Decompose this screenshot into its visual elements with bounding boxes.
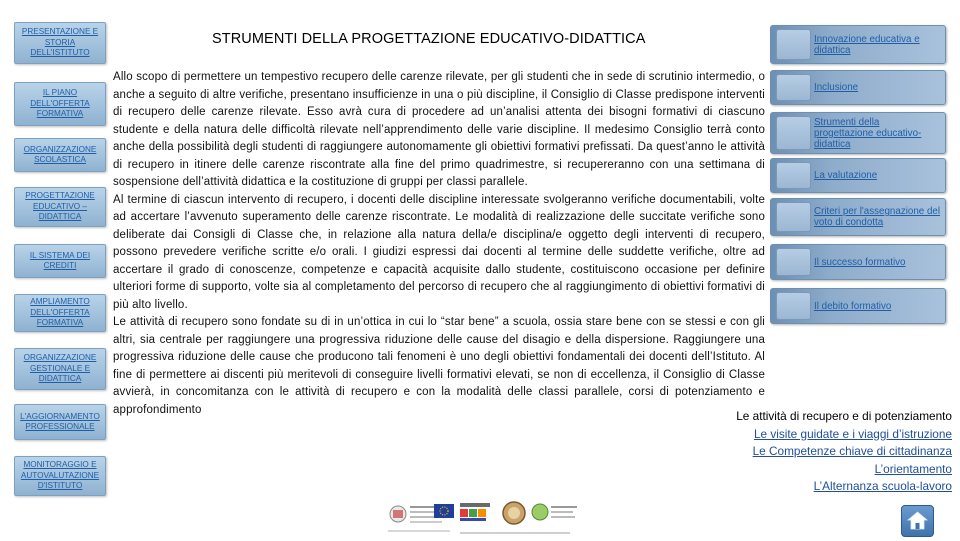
button-square-icon [776,292,811,320]
button-square-icon [776,74,811,101]
nav-organizzazione-gestionale[interactable]: ORGANIZZAZIONE GESTIONALE E DIDATTICA [14,348,106,390]
link-visite-guidate[interactable]: Le visite guidate e i viaggi d’istruzione [753,426,952,441]
nav-label: Strumenti della progettazione educativo-didattica [814,116,922,150]
institutional-logos [388,500,582,540]
green-badge-logo [532,504,577,520]
nav-criteri-voto-condotta[interactable] [770,198,946,236]
body-text [113,69,765,419]
nav-inclusione[interactable] [770,70,946,105]
link-competenze-chiave[interactable]: Le Competenze chiave di cittadinanza [752,444,952,458]
nav-monitoraggio-autovalutazione[interactable]: MONITORAGGIO E AUTOVALUTAZIONE D'ISTITUTO [14,456,106,496]
nav-organizzazione-scolastica[interactable]: ORGANIZZAZIONE SCOLASTICA [14,138,106,172]
nav-progettazione-educativo-didattica[interactable]: PROGETTAZIONE EDUCATIVO – DIDATTICA [14,187,106,227]
nav-aggiornamento-professionale[interactable]: L'AGGIORNAMENTO PROFESSIONALE [14,404,106,440]
page-title: STRUMENTI DELLA PROGETTAZIONE EDUCATIVO-DIDATTICA [212,31,646,47]
button-square-icon [776,202,811,232]
nav-piano-offerta-formativa[interactable]: IL PIANO DELL'OFFERTA FORMATIVA [14,82,106,126]
nav-label: La valutazione [814,170,878,181]
nav-innovazione-educativa[interactable] [770,25,946,64]
home-button[interactable] [901,505,934,537]
paragraph-verifiche: Al termine di ciascun intervento di recupero, i docenti delle discipline interessate svolgeranno verifiche documentabili, volte ad accertare l’avvenuto superamento delle carenze riscontrate. Le modalità di realizzazione delle succitate verifiche sono deliberate dai Consigli di Classe che, in relazione alla natura della/e disciplina/e oggetto degli interventi di recupero, possono prevedere verifiche scritte e/o orali. I giudizi espressi dai docenti al termine delle suddette verifiche, oltre ad accertare il grado di conoscenze, competenze e capacità acquisite dallo studente, costituiscono occasione per definire ulteriori forme di supporto, volte sia al completamento del percorso di recupero che al raggiungimento di obiettivi formativi di più alto livello. [113,193,765,311]
eu-flag-logo [434,504,454,518]
paragraph-star-bene: Le attività di recupero sono fondate su di in un’ottica in cui lo “star bene” a scuola, ossia stare bene con se stessi e con gli altri, sia centrale per raggiungere una progressiva riduzione delle cause del disagio e della dispersione. Raggiungere una progressiva riduzione delle cause che producono tali fenomeni è uno degli obiettivi fondamentali dei docenti dell’Istituto. Al fine di permettere ai discenti più meritevoli di conseguire livelli formativi elevati, se non di eccellenza, il Consiglio di Classe avvierà, in concomitanza con le attività di recupero e con la modalità delle classi parallele, corsi di potenziamento e approfondimento [113,316,765,416]
button-square-icon [776,162,811,189]
nav-successo-formativo[interactable] [770,244,946,280]
button-square-icon [776,29,811,60]
button-square-icon [776,248,811,276]
nav-debito-formativo[interactable] [770,288,946,324]
home-icon [902,506,933,536]
nav-ampliamento-offerta[interactable]: AMPLIAMENTO DELL'OFFERTA FORMATIVA [14,294,106,332]
nav-label: Innovazione educativa e didattica [814,33,920,56]
paragraph-recupero: Allo scopo di permettere un tempestivo recupero delle carenze rilevate, per gli studenti che in sede di scrutinio intermedio, o anche a seguito di altre verifiche, presentano insufficienze in una o più discipline, il Consiglio di Classe predispone interventi di recupero delle carenze rilevate. Esso avrà cura di procedere ad un’analisi attenta dei bisogni formativi di ciascuno studente e della natura delle difficoltà rilevate nell’apprendimento delle varie discipline. Il medesimo Consiglio terrà conto anche della possibilità degli studenti di raggiungere autonomamente gli obiettivi formativi prefissati. Da quest’anno le attività di recupero in itinere delle carenze riscontrate alla fine del primo quadrimestre, si recupereranno con una settimana di sospensione dell’attività didattica e la costituzione di gruppi per classi parallele. [113,71,765,188]
nav-presentazione-storia[interactable]: PRESENTAZIONE E STORIA DELL'ISTITUTO [14,22,106,64]
link-alternanza[interactable]: L’Alternanza scuola-lavoro [813,479,952,493]
current-page-label: Le attività di recupero e di potenziamento [736,409,952,423]
related-links [736,408,952,496]
nav-label: Il debito formativo [814,300,892,312]
button-square-icon [776,116,811,150]
link-orientamento[interactable]: L’orientamento [874,461,952,476]
nav-label: Il successo formativo [814,256,906,268]
nav-label: Criteri per l'assegnazione del voto di condotta [814,206,941,228]
nav-label: Inclusione [814,82,859,93]
seal-logo [503,502,525,524]
indire-logo [460,503,490,521]
nav-sistema-crediti[interactable]: IL SISTEMA DEI CREDITI [14,244,106,278]
nav-valutazione[interactable] [770,158,946,193]
nav-strumenti-progettazione[interactable] [770,112,946,154]
